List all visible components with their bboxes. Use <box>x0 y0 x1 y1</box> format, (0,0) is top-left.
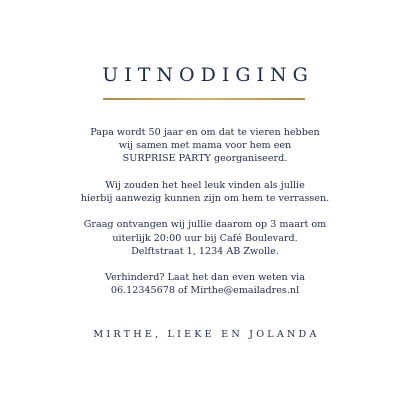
invitation-body <box>0 126 410 298</box>
signature: MIRTHE, LIEKE EN JOLANDA <box>93 329 320 340</box>
body-line: hierbij aanwezig kunnen zijn om hem te verrassen. <box>80 193 330 204</box>
invitation-title: UITNODIGING <box>102 64 314 86</box>
body-line: Graag ontvangen wij jullie daarom op 3 maart om <box>83 219 327 231</box>
body-line: Wij zouden het heel leuk vinden als jullie <box>105 179 305 191</box>
paragraph-rsvp <box>0 271 410 297</box>
contact-line: 06.12345678 of Mirthe@emailadres.nl <box>110 285 300 297</box>
gold-divider <box>103 98 305 100</box>
address-line: Delftstraat 1, 1234 AB Zwolle. <box>131 245 279 257</box>
body-line: Papa wordt 50 jaar en om dat te vieren hebben <box>90 127 320 138</box>
body-line: uiterlijk 20:00 uur bij Café Boulevard. <box>112 232 298 244</box>
paragraph-request <box>0 179 410 205</box>
paragraph-announcement <box>0 126 410 166</box>
paragraph-event-details <box>0 218 410 258</box>
body-line: SURPRISE PARTY georganiseerd. <box>122 153 288 165</box>
body-line: Verhinderd? Laat het dan even weten via <box>105 272 305 284</box>
body-line: wij samen met mama voor hem een <box>118 140 292 152</box>
